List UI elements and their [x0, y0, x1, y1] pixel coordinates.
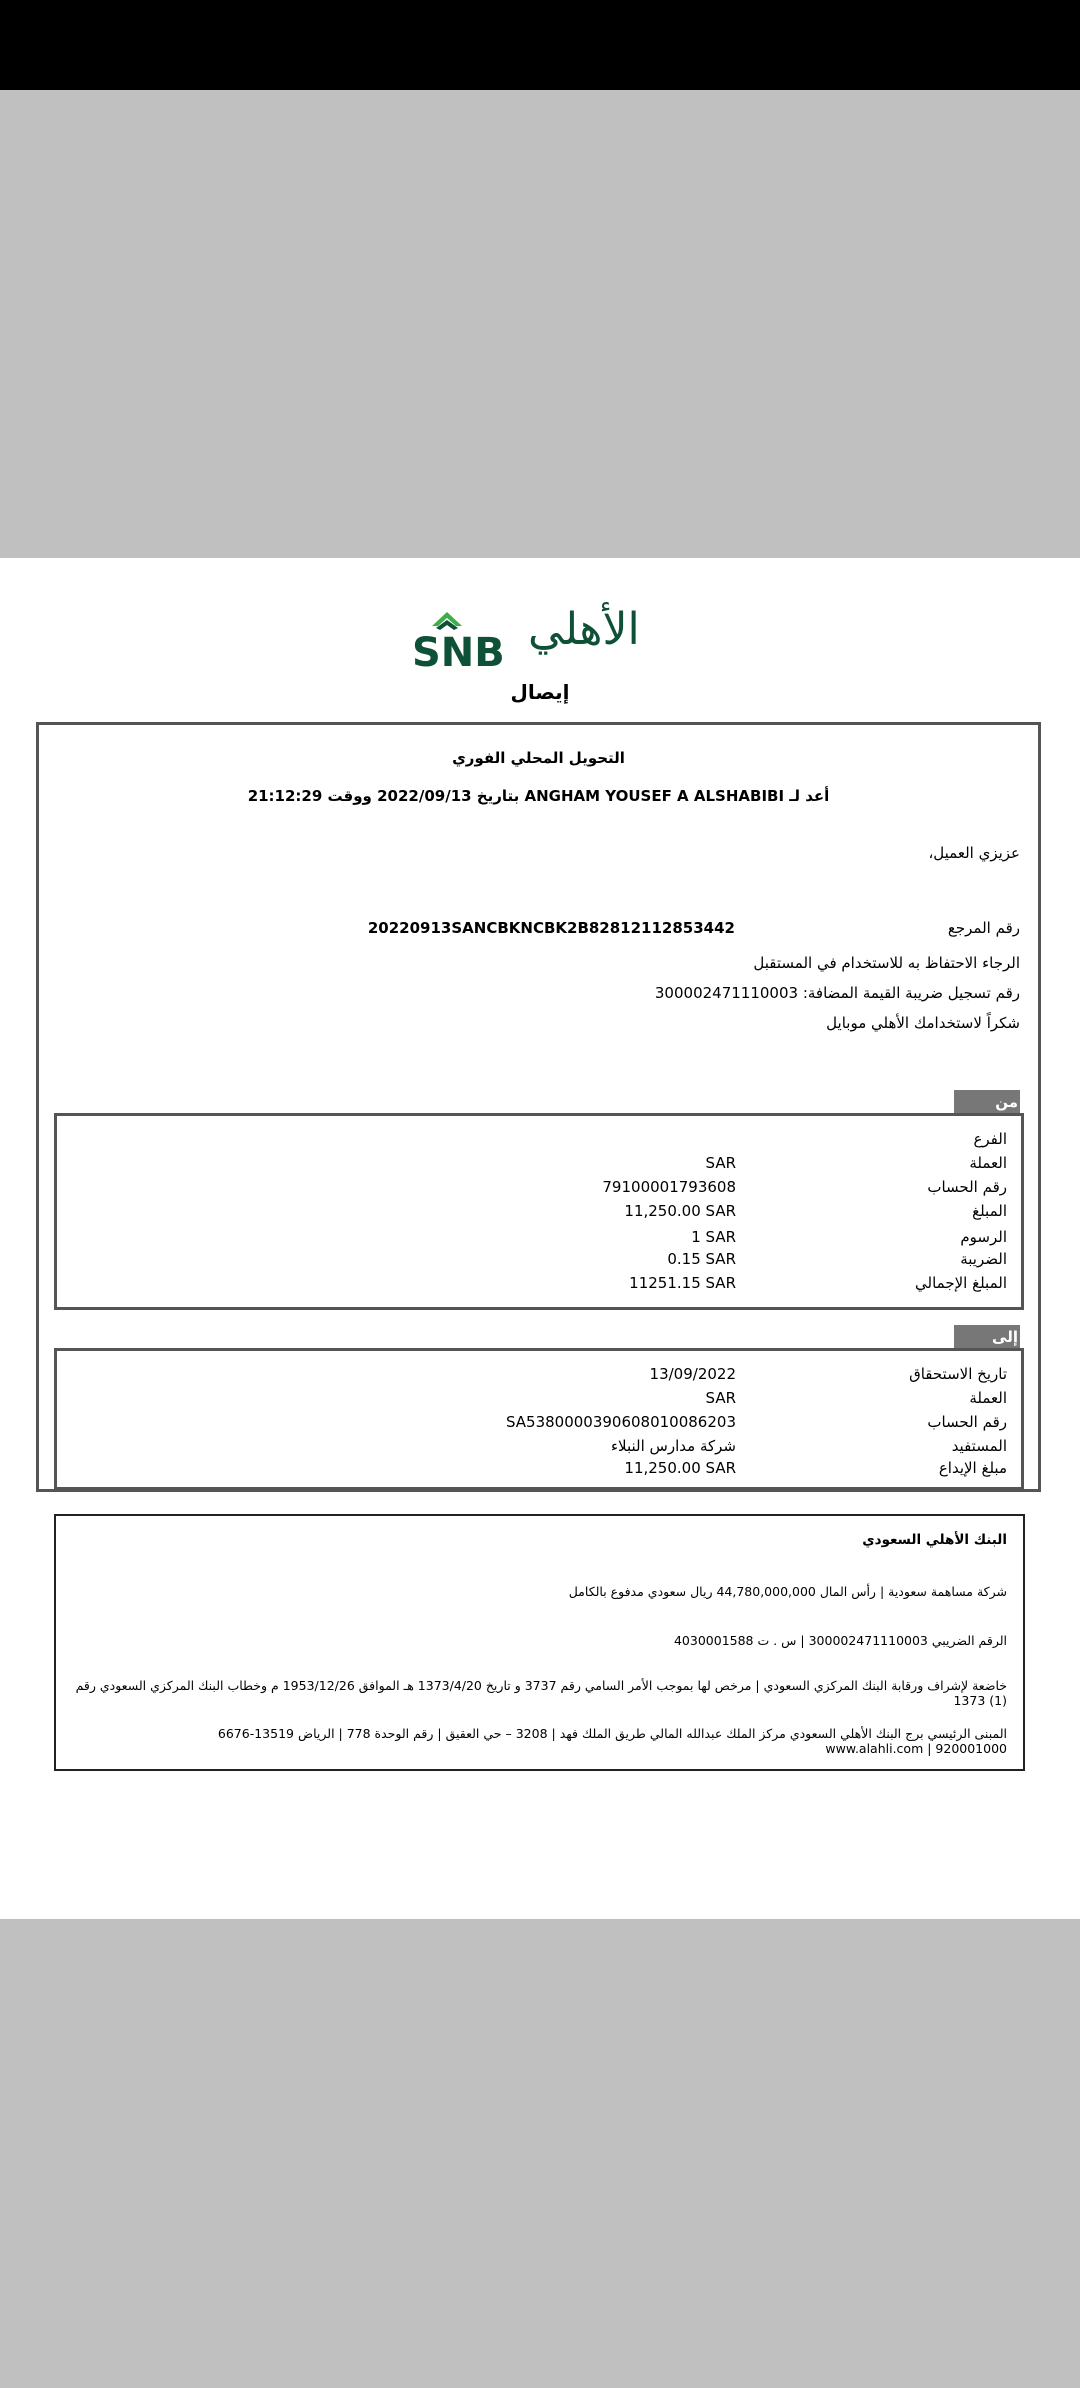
bank-name: البنك الأهلي السعودي: [862, 1532, 1007, 1548]
to-row-label: المستفيد: [951, 1437, 1007, 1455]
to-row: [57, 1365, 1021, 1387]
address-line: المبنى الرئيسي برج البنك الأهلي السعودي مركز الملك عبدالله المالي طريق الملك فهد | 3208 – حي العقيق | رقم الوحدة 778 | الرياض 13519-6676: [217, 1726, 1007, 1741]
thanks-message: شكراً لاستخدامك الأهلي موبايل: [826, 1014, 1020, 1032]
from-row-value: 11,250.00 SAR: [624, 1202, 736, 1220]
from-row-label: العملة: [969, 1154, 1007, 1172]
regulation-line: خاضعة لإشراف ورقابة البنك المركزي السعودي | مرخص لها بموجب الأمر السامي رقم 3737 و تاريخ 1373/4/20 هـ الموافق 1953/12/26 م وخطاب البنك المركزي السعودي رقم (1) 1373: [75, 1678, 1007, 1708]
to-row-value: 13/09/2022: [649, 1365, 736, 1383]
from-row-label: رقم الحساب: [927, 1178, 1007, 1196]
reference-value: 20220913SANCBKNCBK2B82812112853442: [367, 919, 735, 937]
from-row: [57, 1130, 1021, 1152]
to-row-value: 11,250.00 SAR: [624, 1459, 736, 1477]
tax-cr-line: الرقم الضريبي 300002471110003 | س . ت 4030001588: [673, 1633, 1007, 1648]
receipt-page: [0, 558, 1080, 1919]
to-row-label: العملة: [969, 1389, 1007, 1407]
transfer-type: التحويل المحلي الفوري: [452, 749, 625, 767]
to-row: [57, 1413, 1021, 1435]
to-row: [57, 1437, 1021, 1459]
reference-label: رقم المرجع: [947, 919, 1020, 937]
to-row: [57, 1459, 1021, 1481]
capital-line: شركة مساهمة سعودية | رأس المال 44,780,000,000 ريال سعودي مدفوع بالكامل: [568, 1584, 1007, 1599]
to-row-label: مبلغ الإيداع: [938, 1459, 1007, 1477]
from-row: [57, 1178, 1021, 1200]
from-row-label: المبلغ: [972, 1202, 1007, 1220]
from-row-label: الرسوم: [960, 1228, 1007, 1246]
keep-note: الرجاء الاحتفاظ به للاستخدام في المستقبل: [753, 954, 1020, 972]
vat-registration: رقم تسجيل ضريبة القيمة المضافة: 300002471110003: [654, 984, 1020, 1002]
from-row-value: 0.15 SAR: [667, 1250, 736, 1268]
from-details-box: [54, 1113, 1024, 1310]
from-row-value: 1 SAR: [691, 1228, 736, 1246]
receipt-card: [36, 722, 1041, 1492]
from-section-header: من: [954, 1090, 1020, 1114]
from-row-label: المبلغ الإجمالي: [915, 1274, 1007, 1292]
from-row: [57, 1154, 1021, 1176]
from-row-value: 11251.15 SAR: [629, 1274, 736, 1292]
to-section-header: إلى: [954, 1325, 1020, 1349]
snb-logo: [410, 606, 650, 676]
contact-line: 920001000 | www.alahli.com: [825, 1741, 1007, 1756]
snb-logo-mark: [410, 606, 530, 670]
from-row-label: الضريبة: [960, 1250, 1007, 1268]
greeting: عزيزي العميل،: [928, 844, 1020, 862]
to-row-label: رقم الحساب: [927, 1413, 1007, 1431]
bank-footer: [54, 1514, 1025, 1771]
from-row: [57, 1202, 1021, 1224]
from-row-value: SAR: [705, 1154, 736, 1172]
from-row-label: الفرع: [973, 1130, 1007, 1148]
from-row: [57, 1274, 1021, 1296]
from-row-value: 79100001793608: [602, 1178, 736, 1196]
to-row-value: SAR: [705, 1389, 736, 1407]
logo-arabic-text: الأهلي: [528, 604, 640, 655]
to-details-box: [54, 1348, 1024, 1490]
receipt-title: إيصال: [510, 680, 570, 704]
to-row-value: SA5380000390608010086203: [505, 1413, 736, 1431]
prepared-for-line: أعد لـ ANGHAM YOUSEF A ALSHABIBI بتاريخ 2022/09/13 ووقت 21:12:29: [247, 787, 830, 805]
to-row-label: تاريخ الاستحقاق: [909, 1365, 1007, 1383]
to-row-value: شركة مدارس النبلاء: [611, 1437, 736, 1455]
logo-latin-text: SNB: [412, 630, 505, 670]
to-row: [57, 1389, 1021, 1411]
from-row: [57, 1228, 1021, 1250]
status-bar: [0, 0, 1080, 90]
from-row: [57, 1250, 1021, 1272]
